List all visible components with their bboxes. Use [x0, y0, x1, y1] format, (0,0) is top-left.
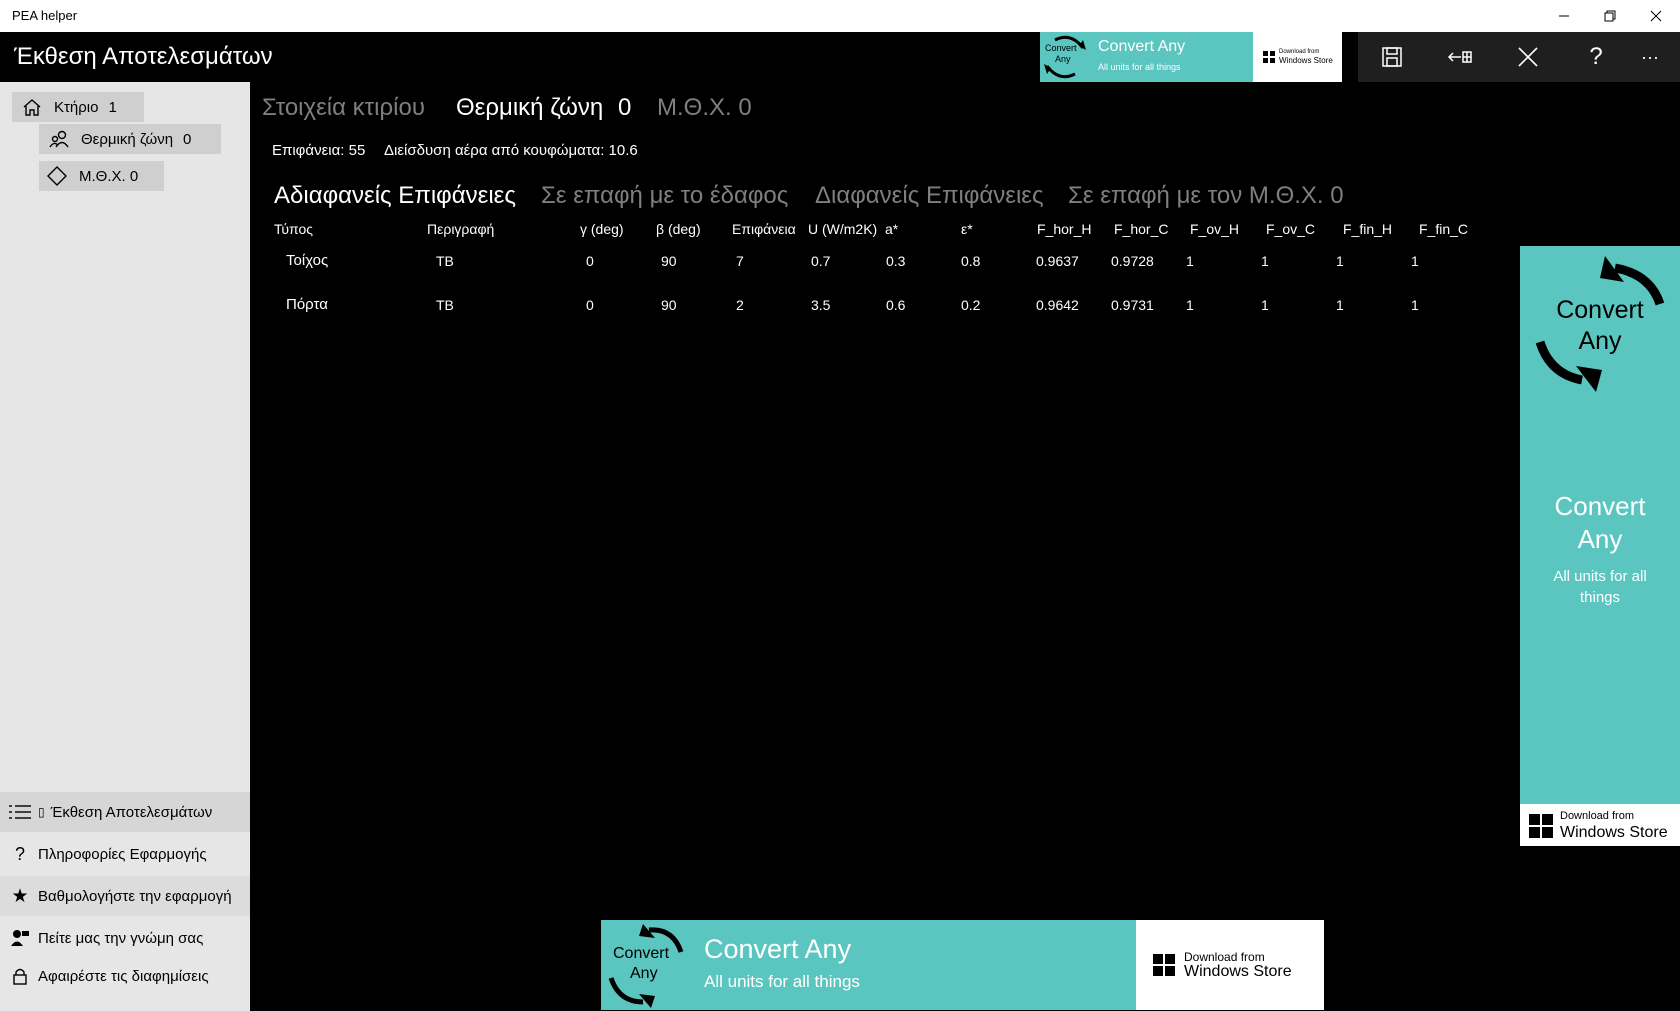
- table-cell: 0.9642: [1036, 297, 1079, 313]
- table-cell: 1: [1336, 253, 1344, 269]
- ad-logo-text: Any: [1055, 54, 1071, 64]
- column-header: γ (deg): [580, 221, 624, 237]
- pivot-building[interactable]: Στοιχεία κτιρίου: [262, 94, 425, 121]
- save-button[interactable]: [1358, 32, 1426, 82]
- table-cell: 0.9637: [1036, 253, 1079, 269]
- tab-ground[interactable]: Σε επαφή με το έδαφος: [541, 182, 789, 209]
- restore-icon: [1604, 10, 1616, 22]
- table-cell: Πόρτα: [286, 296, 328, 313]
- people-icon: [49, 129, 69, 149]
- page-title: Έκθεση Αποτελεσμάτων: [14, 43, 273, 70]
- windows-logo-icon: [1529, 814, 1553, 838]
- help-icon: ?: [14, 843, 25, 864]
- table-cell: 0.3: [886, 253, 906, 269]
- table-cell: 1: [1411, 253, 1419, 269]
- nav-rate[interactable]: [0, 876, 250, 916]
- nav-label: Πείτε μας την γνώμη σας: [38, 929, 204, 947]
- ad-banner-top[interactable]: [1040, 32, 1342, 82]
- table-cell: 1: [1186, 297, 1194, 313]
- table-cell: 0.7: [811, 253, 831, 269]
- store-line2: Windows Store: [1184, 963, 1292, 980]
- tree-item-value: 1: [108, 98, 117, 116]
- table-cell: Τοίχος: [286, 252, 329, 269]
- store-line2: Windows Store: [1279, 56, 1333, 65]
- close-button[interactable]: [1494, 32, 1562, 82]
- column-header: Επιφάνεια: [732, 221, 796, 237]
- table-cell: 0.9728: [1111, 253, 1154, 269]
- close-icon: [1650, 10, 1662, 22]
- tree-item-label: Κτήριο: [54, 98, 99, 116]
- column-header: F_ov_C: [1266, 221, 1316, 237]
- lock-icon: [6, 967, 34, 985]
- column-header: F_hor_H: [1037, 221, 1092, 237]
- close-icon: [1517, 46, 1539, 68]
- column-header: F_fin_C: [1419, 221, 1469, 237]
- table-cell: ΤΒ: [436, 253, 454, 269]
- ad-logo-text: Convert: [1045, 43, 1077, 53]
- table-cell: 3.5: [811, 297, 831, 313]
- table-cell: 1: [1186, 253, 1194, 269]
- ad-title: Convert Any: [1554, 491, 1646, 554]
- table-cell: 0: [586, 297, 594, 313]
- nav-feedback[interactable]: [0, 918, 250, 958]
- tree-item-building[interactable]: [12, 92, 144, 122]
- nav-label: Βαθμολογήστε την εφαρμογή: [38, 887, 232, 905]
- infiltration-text: Διείσδυση αέρα από κουφώματα: 10.6: [384, 142, 638, 159]
- minimize-icon: [1558, 10, 1570, 22]
- nav-label: Έκθεση Αποτελεσμάτων: [50, 803, 213, 821]
- tree-item-value: 0: [183, 130, 192, 148]
- arrow-left-icon: [1447, 49, 1473, 65]
- column-header: a*: [885, 221, 899, 237]
- more-button[interactable]: [1620, 32, 1680, 82]
- area-text: Επιφάνεια: 55: [272, 142, 366, 159]
- ad-tagline: All units for all things: [1098, 62, 1181, 72]
- home-icon: [22, 97, 42, 117]
- table-cell: 1: [1261, 297, 1269, 313]
- table-cell: 1: [1261, 253, 1269, 269]
- ad-logo-text: Convert: [1556, 296, 1644, 324]
- table-cell: 0.2: [961, 297, 981, 313]
- pivot-mtx[interactable]: Μ.Θ.Χ. 0: [657, 94, 752, 121]
- store-line1: Download from: [1560, 810, 1634, 822]
- nav-report[interactable]: [0, 792, 250, 832]
- store-badge[interactable]: [1136, 920, 1324, 1010]
- table-cell: 2: [736, 297, 744, 313]
- store-badge[interactable]: [1520, 804, 1680, 846]
- pivot-zone[interactable]: [456, 94, 631, 122]
- more-icon: ···: [1641, 46, 1659, 67]
- column-header: F_fin_H: [1343, 221, 1393, 237]
- tree-item-label: Θερμική ζώνη: [81, 130, 174, 148]
- ad-tagline: All units for all things: [704, 972, 860, 991]
- pivot-zone-label: Θερμική ζώνη: [456, 94, 604, 121]
- ad-logo-text: Any: [1578, 327, 1622, 355]
- tab-transparent[interactable]: Διαφανείς Επιφάνειες: [815, 182, 1044, 209]
- column-header: Τύπος: [274, 221, 313, 237]
- table-cell: 90: [661, 297, 677, 313]
- nav-remove-ads[interactable]: [0, 956, 250, 996]
- table-cell: 0: [586, 253, 594, 269]
- store-badge[interactable]: [1253, 32, 1342, 82]
- ad-banner-right[interactable]: [1520, 246, 1680, 846]
- list-icon: [6, 804, 34, 820]
- sidebar: [0, 82, 250, 1011]
- ad-logo-text: Convert: [613, 945, 670, 962]
- table-cell: 1: [1411, 297, 1419, 313]
- windows-logo-icon: [1153, 954, 1175, 976]
- app-header: [0, 32, 1680, 82]
- app-title: PEA helper: [12, 8, 78, 23]
- tree-item-label: Μ.Θ.Χ. 0: [79, 167, 139, 185]
- table-cell: 7: [736, 253, 744, 269]
- tree-item-mtx[interactable]: [39, 161, 164, 191]
- store-line1: Download from: [1279, 49, 1320, 55]
- nav-label: Πληροφορίες Εφαρμογής: [38, 845, 207, 863]
- store-line1: Download from: [1184, 950, 1265, 964]
- close-window-button[interactable]: [1633, 0, 1679, 32]
- nav-info[interactable]: [0, 834, 250, 874]
- help-icon: ?: [1589, 43, 1603, 70]
- ad-title: Convert Any: [704, 934, 852, 964]
- feedback-icon: [6, 929, 34, 947]
- store-line2: Windows Store: [1560, 824, 1668, 841]
- column-header: F_ov_H: [1190, 221, 1240, 237]
- tab-mtx-contact[interactable]: Σε επαφή με τον Μ.Θ.Χ. 0: [1068, 182, 1344, 209]
- missing-glyph-icon: ▯: [38, 805, 45, 819]
- diamond-icon: [47, 166, 67, 186]
- windows-logo-icon: [1263, 51, 1275, 63]
- title-bar: [0, 0, 1680, 32]
- pivot-zone-value: 0: [617, 94, 632, 121]
- column-header: F_hor_C: [1114, 221, 1169, 237]
- command-bar: [1358, 32, 1680, 82]
- column-header: Περιγραφή: [427, 221, 495, 237]
- restore-button[interactable]: [1587, 0, 1633, 32]
- column-header: ε*: [961, 221, 973, 237]
- tree-item-zone[interactable]: [39, 124, 221, 154]
- nav-label: Αφαιρέστε τις διαφημίσεις: [38, 967, 209, 985]
- table-cell: 0.8: [961, 253, 981, 269]
- ad-tagline: All units for all things: [1553, 568, 1647, 606]
- minimize-button[interactable]: [1541, 0, 1587, 32]
- ad-logo-text: Any: [630, 965, 658, 982]
- table-cell: ΤΒ: [436, 297, 454, 313]
- ad-banner-bottom[interactable]: [601, 920, 1324, 1010]
- ad-title: Convert Any: [1098, 38, 1186, 55]
- convert-logo-icon: [1520, 246, 1680, 406]
- star-icon: ★: [11, 885, 29, 907]
- export-button[interactable]: [1426, 32, 1494, 82]
- tab-opaque[interactable]: Αδιαφανείς Επιφάνειες: [274, 182, 516, 209]
- table-cell: 0.9731: [1111, 297, 1154, 313]
- table-cell: 90: [661, 253, 677, 269]
- table-cell: 0.6: [886, 297, 906, 313]
- column-header: U (W/m2K): [808, 221, 878, 237]
- table-cell: 1: [1336, 297, 1344, 313]
- column-header: β (deg): [656, 221, 701, 237]
- save-icon: [1381, 46, 1403, 68]
